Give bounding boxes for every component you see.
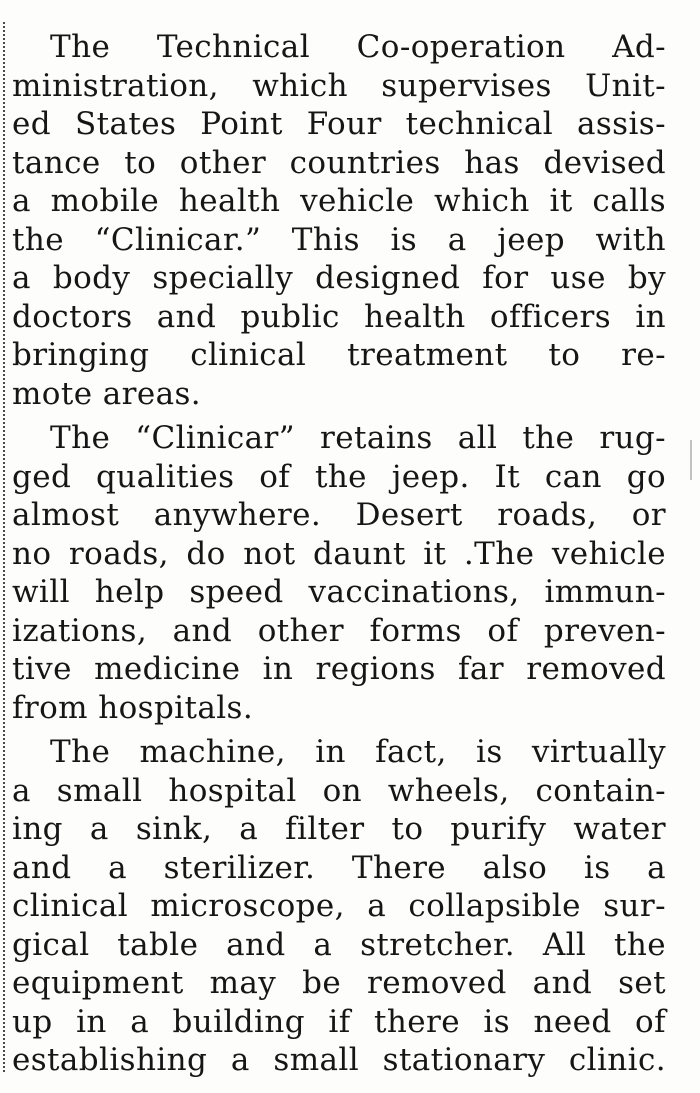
text-line: clinical microscope, a collapsible sur-	[12, 888, 666, 924]
article-body	[12, 28, 666, 1086]
text-line: and a sterilizer. There also is a	[12, 849, 667, 886]
text-line: doctors and public health officers in	[12, 298, 666, 335]
text-line: a body specially designed for use by	[12, 260, 666, 296]
text-line: The Technical Co-operation Ad-	[50, 29, 666, 65]
text-line: mote areas.	[12, 375, 202, 412]
text-line: up in a building if there is need of	[12, 1003, 666, 1040]
text-line: almost anywhere. Desert roads, or	[12, 497, 666, 533]
text-line: tance to other countries has devised	[12, 144, 666, 181]
text-line: from hospitals.	[12, 689, 254, 726]
text-line: gical table and a stretcher. All the	[12, 926, 667, 963]
text-line: a mobile health vehicle which it calls	[12, 183, 667, 219]
text-line: The machine, in fact, is virtually	[50, 734, 667, 770]
text-line: The “Clinicar” retains all the rug-	[50, 420, 667, 456]
text-line: bringing clinical treatment to re-	[12, 337, 667, 373]
text-line: the “Clinicar.” This is a jeep with	[12, 221, 667, 258]
text-line: ing a sink, a filter to purify water	[12, 811, 666, 847]
paragraph-2	[12, 419, 666, 727]
column-rule	[3, 22, 5, 1072]
text-line: izations, and other forms of preven-	[12, 612, 667, 649]
paragraph-1	[12, 28, 666, 413]
text-line: will help speed vaccinations, immun-	[12, 574, 666, 610]
text-line: a small hospital on wheels, contain-	[12, 772, 666, 809]
text-line: establishing a small stationary clinic.	[12, 1042, 667, 1078]
text-line: ministration, which supervises Unit-	[12, 67, 667, 104]
text-line: equipment may be removed and set	[12, 965, 667, 1001]
print-smudge	[690, 440, 692, 480]
paragraph-3	[12, 733, 666, 1080]
text-line: no roads, do not daunt it .The vehicle	[12, 535, 667, 572]
text-line: ged qualities of the jeep. It can go	[12, 458, 667, 495]
text-line: tive medicine in regions far removed	[12, 651, 666, 687]
text-line: ed States Point Four technical assis-	[12, 106, 666, 142]
